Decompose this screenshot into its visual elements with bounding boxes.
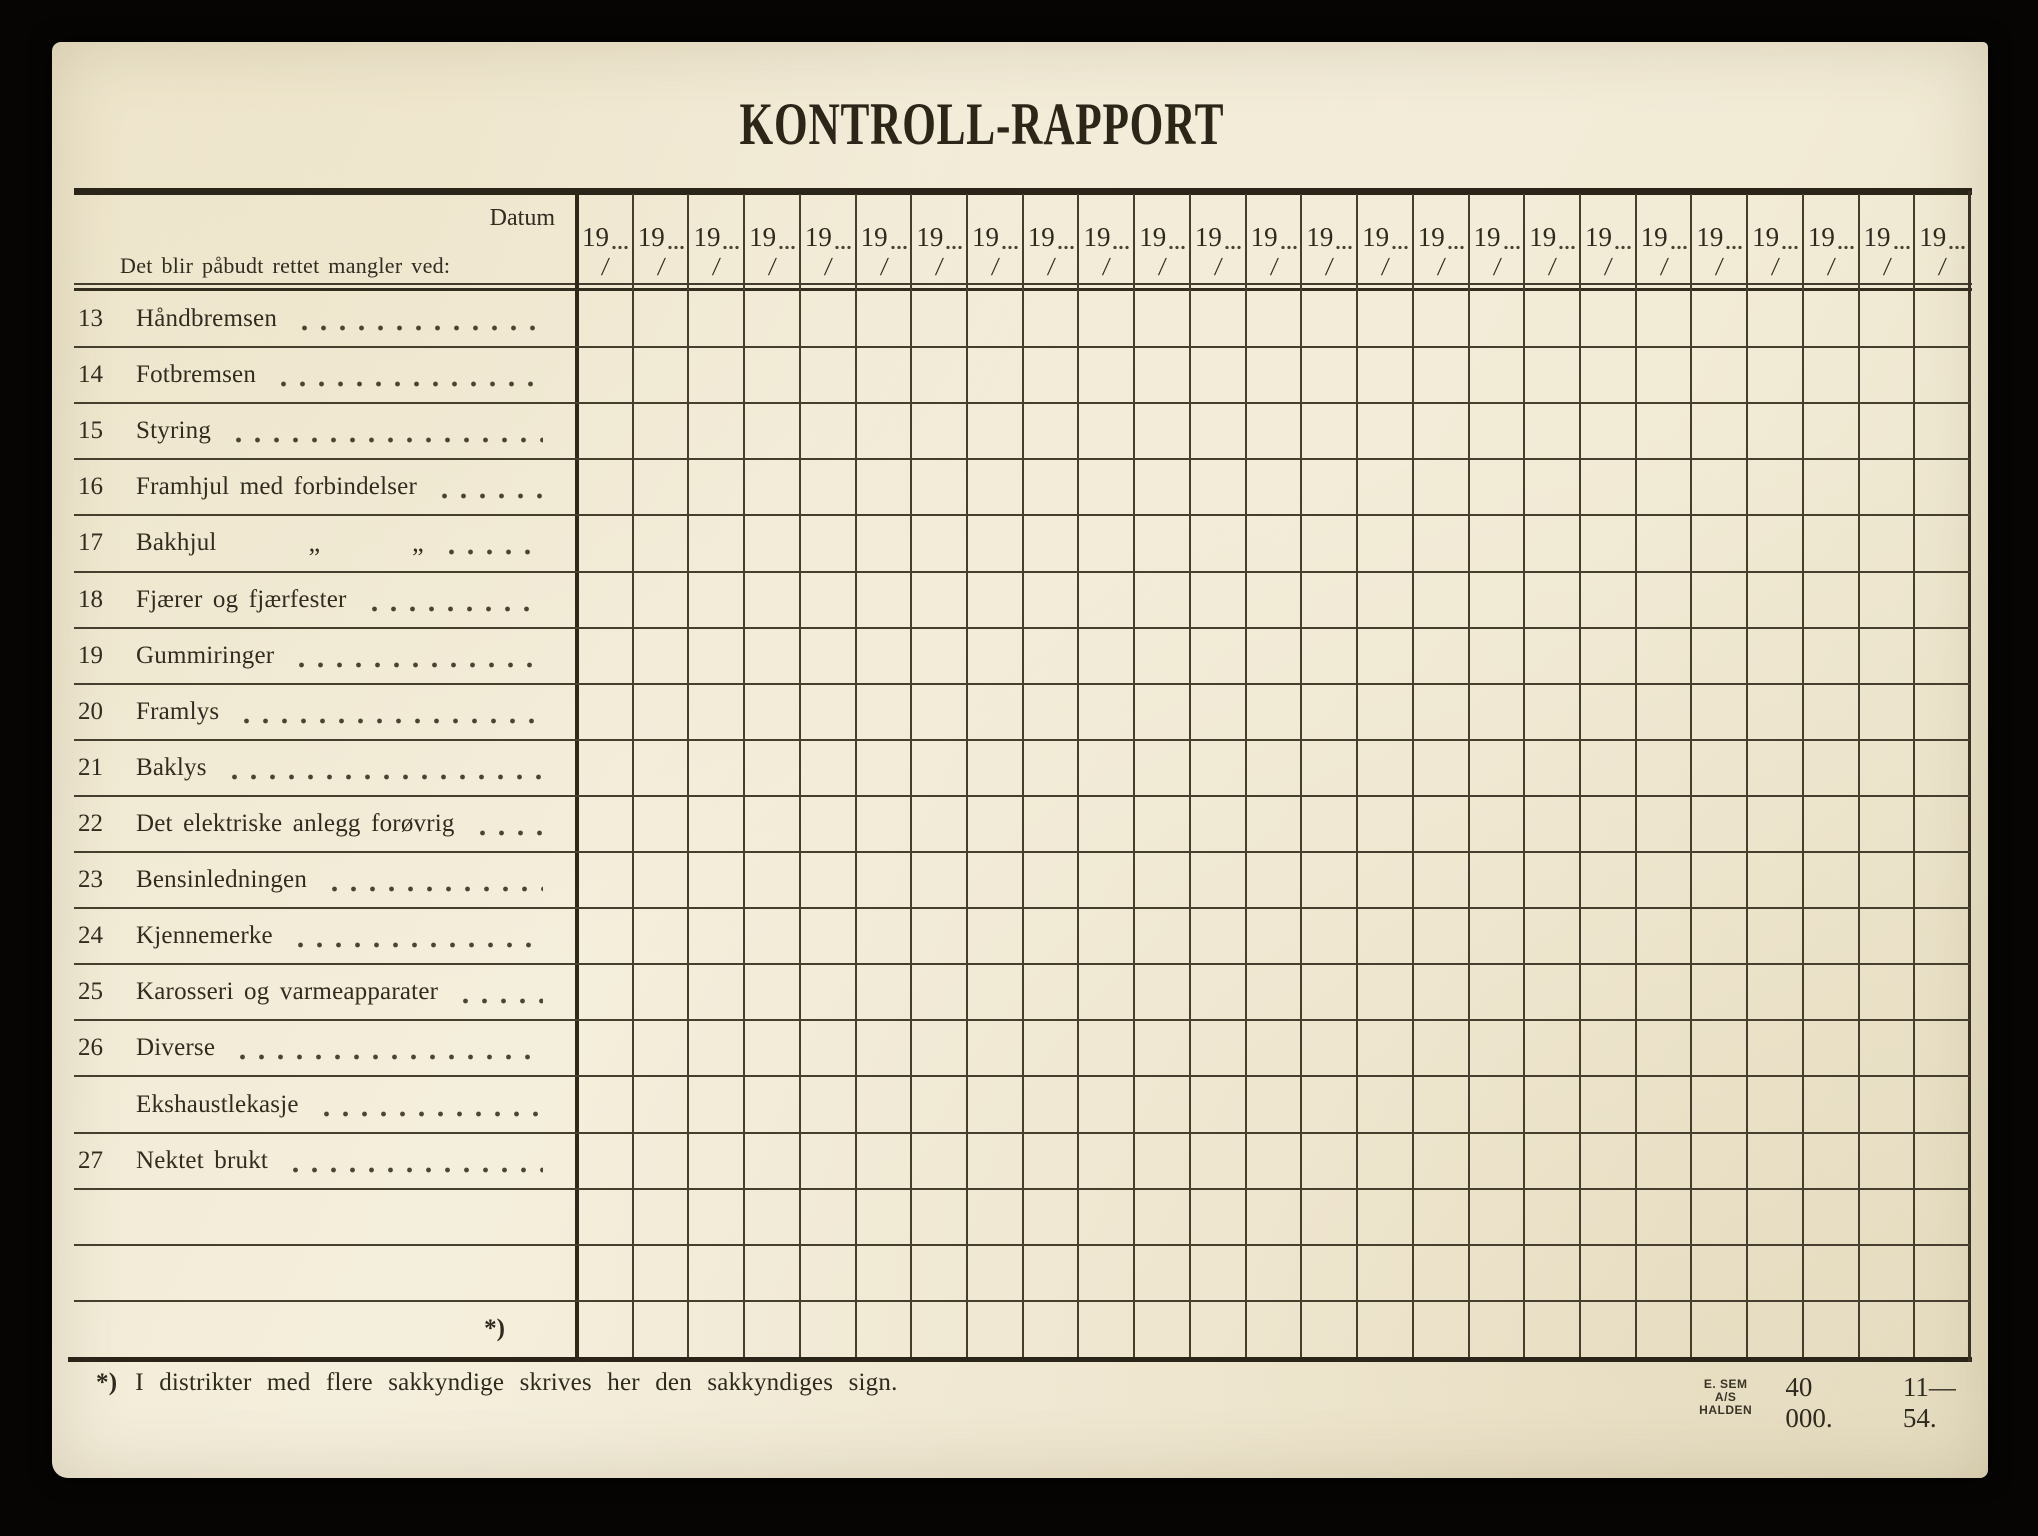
row-number: 15 [78, 417, 103, 445]
row-label-text: Bensinledningen [136, 866, 308, 894]
dot-leader [223, 774, 543, 780]
year-dot-leader [1558, 244, 1577, 249]
year-prefix: 19 [1863, 222, 1891, 252]
date-column-header [1580, 194, 1636, 290]
table-row [74, 740, 555, 796]
print-run: 40 000. [1785, 1372, 1833, 1433]
row-label-text: Styring [136, 417, 212, 445]
year-prefix: 19 [1194, 222, 1222, 252]
grid-vline [632, 194, 634, 1357]
year-line [1190, 194, 1246, 252]
table-row [74, 964, 555, 1020]
row-label-text: Framlys [136, 697, 220, 725]
year-dot-leader [1781, 244, 1800, 249]
datum-label: Datum [489, 205, 555, 231]
row-number: 22 [78, 809, 103, 837]
dot-leader [293, 325, 543, 331]
date-column-header [1747, 194, 1803, 290]
page-title [52, 92, 1912, 157]
table-row [74, 403, 555, 459]
dot-leader [290, 662, 543, 668]
table-row [74, 796, 555, 852]
date-column-header [1190, 194, 1246, 290]
year-line [856, 194, 912, 252]
day-slash: / [1436, 252, 1447, 281]
date-column-header [1023, 194, 1079, 290]
day-slash: / [767, 252, 778, 281]
year-dot-leader [1391, 244, 1410, 249]
row-number: 14 [78, 361, 103, 389]
year-dot-leader [1112, 244, 1131, 249]
row-label-text: Fjærer og fjærfester [136, 585, 347, 613]
day-slash: / [1547, 252, 1558, 281]
grid-vline [1189, 194, 1191, 1357]
row-label-text: Framhjul med forbindelser [136, 473, 417, 501]
year-line [577, 194, 633, 252]
row-number: 16 [78, 473, 103, 501]
row-label-text: Håndbremsen [136, 305, 278, 333]
year-prefix: 19 [1139, 222, 1167, 252]
footnote [96, 1369, 898, 1397]
year-dot-leader [1001, 244, 1020, 249]
dot-leader [227, 437, 543, 443]
grid-vline [1022, 194, 1024, 1357]
date-column-header [1301, 194, 1357, 290]
dot-leader [231, 1054, 543, 1060]
row-label-text: Ekshaustlekasje [136, 1090, 299, 1118]
day-slash: / [1603, 252, 1614, 281]
row-label-text: Gummiringer [136, 641, 275, 669]
table-row [74, 1245, 555, 1301]
grid-vline [1579, 194, 1581, 1357]
day-slash: / [1213, 252, 1224, 281]
grid-vline [1635, 194, 1637, 1357]
day-slash: / [656, 252, 667, 281]
day-slash: / [1881, 252, 1893, 281]
date-column-header [1134, 194, 1190, 290]
grid-vline [743, 194, 745, 1357]
row-number: 25 [78, 978, 103, 1006]
day-slash: / [878, 252, 890, 281]
year-prefix: 19 [1752, 222, 1780, 252]
dot-leader [235, 718, 543, 724]
table-row [74, 852, 555, 908]
year-line [800, 194, 856, 252]
printer-name: E. SEM A/S [1703, 1377, 1748, 1404]
year-prefix: 19 [1919, 222, 1947, 252]
table-row [74, 684, 555, 740]
date-column-header [1078, 194, 1134, 290]
ditto-mark: „ [412, 528, 424, 558]
year-line [1914, 194, 1970, 252]
date-column-header [688, 194, 744, 290]
year-line [1413, 194, 1469, 252]
year-line [1469, 194, 1525, 252]
dot-leader [471, 830, 543, 836]
printer-name-block [1692, 1378, 1759, 1417]
grid-vline [855, 194, 857, 1357]
table-right-border [1968, 191, 1971, 1362]
day-slash: / [823, 252, 834, 281]
row-number: 13 [78, 305, 103, 333]
table-subtitle: Det blir påbudt rettet mangler ved: [120, 253, 451, 278]
printer-imprint [1692, 1372, 1988, 1434]
grid-vline [799, 194, 801, 1357]
year-prefix: 19 [1027, 222, 1055, 252]
year-dot-leader [1168, 244, 1187, 249]
year-line [1134, 194, 1190, 252]
date-column-header [633, 194, 689, 290]
grid-vline [1523, 194, 1525, 1357]
grid-vline [1913, 194, 1915, 1357]
row-number: 21 [78, 753, 103, 781]
date-column-header [967, 194, 1023, 290]
year-prefix: 19 [1529, 222, 1557, 252]
table-row [74, 347, 555, 403]
year-prefix: 19 [916, 222, 944, 252]
year-dot-leader [1893, 244, 1912, 249]
ditto-mark: „ [308, 528, 321, 558]
year-line [1803, 194, 1859, 252]
grid-vline [1077, 194, 1079, 1357]
day-slash: / [1324, 252, 1335, 281]
year-prefix: 19 [749, 222, 777, 252]
date-column-header [1636, 194, 1692, 290]
year-line [967, 194, 1023, 252]
year-dot-leader [1725, 244, 1744, 249]
day-slash: / [1157, 252, 1168, 281]
dot-leader [284, 1167, 543, 1173]
grid-vline [1802, 194, 1804, 1357]
row-label-text: Baklys [136, 753, 207, 781]
day-slash: / [1714, 252, 1725, 281]
year-prefix: 19 [1362, 222, 1390, 252]
table-row [74, 515, 555, 571]
row-label-text: Kjennemerke [136, 922, 273, 950]
year-prefix: 19 [693, 222, 721, 252]
grid-vline [1858, 194, 1860, 1357]
day-slash: / [1658, 252, 1670, 281]
year-dot-leader [1670, 244, 1689, 249]
row-number: 24 [78, 922, 103, 950]
year-prefix: 19 [1584, 222, 1612, 252]
row-number: 18 [78, 585, 103, 613]
year-dot-leader [1948, 244, 1967, 249]
table-row [74, 459, 555, 515]
year-line [1524, 194, 1580, 252]
row-label-text: Bakhjul [136, 529, 217, 557]
table-row [74, 908, 555, 964]
grid-vline [1468, 194, 1470, 1357]
year-prefix: 19 [1640, 222, 1668, 252]
footnote-asterisk: *) [96, 1369, 118, 1396]
year-line [1691, 194, 1747, 252]
footnote-mark-cell [74, 1315, 555, 1343]
date-column-header [856, 194, 912, 290]
grid-vline [1356, 194, 1358, 1357]
dot-leader [433, 493, 543, 499]
dot-leader [454, 998, 543, 1004]
day-slash: / [990, 252, 1001, 281]
day-slash: / [1937, 252, 1948, 281]
table-row [74, 291, 555, 347]
date-column-header [577, 194, 633, 290]
year-line [744, 194, 800, 252]
table-row [74, 628, 555, 684]
year-dot-leader [890, 244, 909, 249]
row-label-text: Fotbremsen [136, 361, 257, 389]
year-prefix: 19 [1250, 222, 1278, 252]
date-column-header [1691, 194, 1747, 290]
printer-city: HALDEN [1699, 1403, 1753, 1417]
year-dot-leader [1503, 244, 1522, 249]
year-prefix: 19 [1417, 222, 1445, 252]
table-row [74, 1076, 555, 1132]
date-column-header [1803, 194, 1859, 290]
grid-vline [1690, 194, 1692, 1357]
year-line [1636, 194, 1692, 252]
year-prefix: 19 [637, 222, 665, 252]
dot-leader [363, 606, 543, 612]
day-slash: / [711, 252, 723, 281]
date-column-header [911, 194, 967, 290]
year-dot-leader [1837, 244, 1856, 249]
year-prefix: 19 [1696, 222, 1724, 252]
year-dot-leader [945, 244, 964, 249]
year-prefix: 19 [972, 222, 1000, 252]
year-line [1023, 194, 1079, 252]
year-line [1357, 194, 1413, 252]
date-column-header [1914, 194, 1970, 290]
year-dot-leader [1447, 244, 1466, 249]
day-slash: / [1268, 252, 1280, 281]
date-column-header [1357, 194, 1413, 290]
date-column-header [1859, 194, 1915, 290]
dot-leader [272, 381, 543, 387]
day-slash: / [1491, 252, 1503, 281]
grid-vline [687, 194, 689, 1357]
year-dot-leader [834, 244, 853, 249]
day-slash: / [600, 252, 611, 281]
label-column-divider [575, 191, 579, 1362]
dot-leader [289, 942, 543, 948]
table-row [74, 1133, 555, 1189]
table-row [74, 572, 555, 628]
year-line [1580, 194, 1636, 252]
day-slash: / [1101, 252, 1113, 281]
year-prefix: 19 [1807, 222, 1835, 252]
year-dot-leader [1224, 244, 1243, 249]
year-dot-leader [611, 244, 630, 249]
dot-leader [440, 549, 543, 555]
grid-vline [966, 194, 968, 1357]
table-row [74, 1020, 555, 1076]
day-slash: / [1380, 252, 1391, 281]
year-line [1747, 194, 1803, 252]
table-row [74, 1301, 555, 1357]
year-prefix: 19 [1306, 222, 1334, 252]
year-prefix: 19 [804, 222, 832, 252]
year-dot-leader [778, 244, 797, 249]
date-column-header [744, 194, 800, 290]
year-line [1301, 194, 1357, 252]
row-label-text: Nektet brukt [136, 1146, 269, 1174]
footnote-text: I distrikter med flere sakkyndige skrives her den sakkyndiges sign. [135, 1369, 898, 1396]
row-number: 17 [78, 529, 103, 557]
year-prefix: 19 [1083, 222, 1111, 252]
year-dot-leader [1335, 244, 1354, 249]
year-dot-leader [1614, 244, 1633, 249]
grid-vline [1133, 194, 1135, 1357]
year-line [911, 194, 967, 252]
year-prefix: 19 [1473, 222, 1501, 252]
table-row [74, 1189, 555, 1245]
row-number: 20 [78, 697, 103, 725]
day-slash: / [1046, 252, 1057, 281]
row-number: 19 [78, 641, 103, 669]
row-label-text: Diverse [136, 1034, 216, 1062]
year-dot-leader [1057, 244, 1076, 249]
grid-vline [910, 194, 912, 1357]
year-line [688, 194, 744, 252]
page-title-text: KONTROLL-RAPPORT [739, 91, 1225, 158]
dot-leader [315, 1111, 543, 1117]
paper-sheet [52, 42, 1988, 1478]
row-number: 27 [78, 1146, 103, 1174]
grid-vline [1412, 194, 1414, 1357]
year-prefix: 19 [582, 222, 609, 252]
row-number: 23 [78, 866, 103, 894]
year-prefix: 19 [860, 222, 888, 252]
row-label-text: Karosseri og varmeapparater [136, 978, 439, 1006]
day-slash: / [1826, 252, 1837, 281]
year-line [1078, 194, 1134, 252]
grid-vline [1245, 194, 1247, 1357]
year-line [1859, 194, 1915, 252]
year-line [1246, 194, 1302, 252]
day-slash: / [1770, 252, 1781, 281]
date-column-header [1524, 194, 1580, 290]
year-line [633, 194, 689, 252]
table-bottom-border [68, 1357, 1972, 1362]
date-column-header [800, 194, 856, 290]
year-dot-leader [1280, 244, 1299, 249]
year-dot-leader [722, 244, 741, 249]
grid-vline [1300, 194, 1302, 1357]
footnote-mark: *) [484, 1314, 505, 1342]
row-number: 26 [78, 1034, 103, 1062]
day-slash: / [934, 252, 945, 281]
print-date-code: 11—54. [1902, 1372, 1956, 1433]
year-dot-leader [667, 244, 686, 249]
date-column-header [1413, 194, 1469, 290]
grid-vline [1746, 194, 1748, 1357]
row-label-text: Det elektriske anlegg forøvrig [136, 809, 455, 837]
date-column-header [1246, 194, 1302, 290]
date-column-header [1469, 194, 1525, 290]
dot-leader [323, 886, 543, 892]
